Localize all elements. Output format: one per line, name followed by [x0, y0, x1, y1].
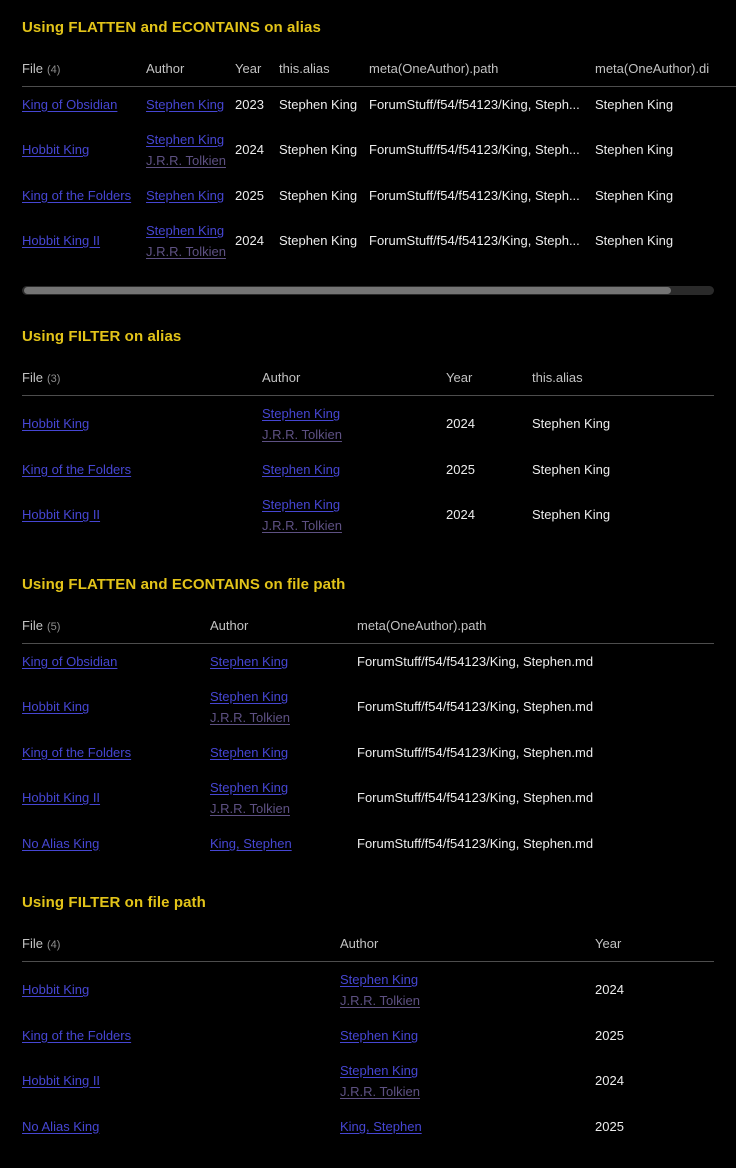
file-cell: [22, 962, 340, 1019]
file-link[interactable]: No Alias King: [22, 1118, 100, 1134]
section-heading: Using FILTER on alias: [22, 328, 182, 345]
table-container: [22, 370, 714, 543]
column-label: meta(OneAuthor).path: [369, 61, 499, 76]
author-cell: [146, 178, 235, 213]
author-link[interactable]: Stephen King: [262, 497, 341, 512]
section-flatten-econtains-filepath: [22, 576, 714, 861]
file-link[interactable]: King of the Folders: [22, 744, 132, 760]
author-cell: [210, 644, 357, 680]
table-row: [22, 1053, 714, 1109]
table-cell: ForumStuff/f54/f54123/King, Stephen.md: [357, 653, 594, 669]
table-row: [22, 452, 714, 487]
table-cell: 2024: [595, 982, 624, 997]
column-header: [235, 61, 279, 87]
table-row: [22, 962, 714, 1019]
column-label: File: [22, 61, 43, 76]
file-link[interactable]: Hobbit King II: [22, 1073, 101, 1088]
column-header: [369, 61, 595, 87]
column-label: this.alias: [532, 370, 583, 385]
file-link[interactable]: Hobbit King: [22, 982, 90, 997]
author-link[interactable]: Stephen King: [146, 223, 225, 238]
author-link[interactable]: Stephen King: [210, 745, 289, 760]
file-link[interactable]: Hobbit King: [22, 142, 90, 157]
column-label: File: [22, 618, 43, 633]
table-row: [22, 122, 736, 178]
file-cell: [22, 396, 262, 453]
table-row: [22, 826, 714, 861]
column-label: Year: [446, 370, 473, 385]
section-heading: Using FILTER on file path: [22, 894, 206, 911]
file-cell: [22, 452, 262, 487]
column-header: [595, 61, 736, 87]
author-link[interactable]: J.R.R. Tolkien: [146, 153, 226, 168]
table-header-row: [22, 618, 714, 644]
table-cell: 2024: [235, 233, 264, 248]
table-cell: ForumStuff/f54/f54123/King, Stephen.md: [357, 790, 594, 805]
table-cell: 2024: [446, 507, 475, 522]
author-cell: [146, 122, 235, 178]
file-link[interactable]: Hobbit King II: [22, 507, 101, 522]
author-cell: [340, 1053, 595, 1109]
column-header: [22, 618, 210, 644]
column-label: Author: [210, 618, 249, 633]
query-results-table: [22, 936, 714, 1144]
table-header-row: [22, 370, 714, 396]
file-cell: [22, 1109, 340, 1144]
author-cell: [340, 1018, 595, 1053]
scrollbar-thumb[interactable]: [24, 287, 671, 294]
table-cell: 2024: [446, 416, 475, 431]
file-link[interactable]: King of Obsidian: [22, 653, 118, 669]
column-header: [22, 936, 340, 962]
table-cell: 2025: [235, 187, 264, 203]
table-row: [22, 396, 714, 453]
author-cell: [262, 487, 446, 543]
table-cell: ForumStuff/f54/f54123/King, Stephen.md: [357, 835, 594, 851]
table-row: [22, 735, 714, 770]
table-row: [22, 770, 714, 826]
table-row: [22, 178, 736, 213]
table-cell: 2025: [595, 1027, 624, 1043]
column-header: [22, 61, 146, 87]
table-cell: 2025: [595, 1118, 624, 1134]
table-container: [22, 936, 714, 1144]
author-link[interactable]: Stephen King: [340, 1028, 419, 1043]
file-cell: [22, 87, 146, 123]
table-row: [22, 1109, 714, 1144]
table-header-row: [22, 61, 736, 87]
column-label: Author: [146, 61, 185, 76]
file-cell: [22, 679, 210, 735]
author-link[interactable]: Stephen King: [146, 97, 225, 112]
column-label: Author: [262, 370, 301, 385]
query-results-table: [22, 61, 736, 269]
file-cell: [22, 1053, 340, 1109]
row-count-badge: (5): [46, 621, 61, 633]
file-link[interactable]: Hobbit King II: [22, 790, 101, 805]
table-cell: Stephen King: [595, 142, 674, 157]
column-label: Year: [595, 936, 622, 951]
table-row: [22, 644, 714, 680]
author-cell: [210, 735, 357, 770]
section-filter-alias: [22, 328, 714, 543]
table-row: [22, 487, 714, 543]
column-label: Year: [235, 61, 262, 76]
author-link[interactable]: Stephen King: [340, 972, 419, 987]
table-cell: 2025: [446, 461, 475, 477]
column-header: [146, 61, 235, 87]
table-row: [22, 1018, 714, 1053]
file-cell: [22, 770, 210, 826]
column-label: File: [22, 936, 43, 951]
author-cell: [340, 962, 595, 1019]
author-cell: [210, 679, 357, 735]
author-link[interactable]: J.R.R. Tolkien: [146, 244, 226, 259]
table-cell: Stephen King: [279, 233, 358, 248]
author-link[interactable]: Stephen King: [146, 132, 225, 147]
section-flatten-econtains-alias: [22, 19, 714, 295]
row-count-badge: (3): [46, 373, 61, 385]
file-cell: [22, 735, 210, 770]
author-cell: [210, 770, 357, 826]
column-label: meta(OneAuthor).di: [595, 61, 710, 76]
author-link[interactable]: King, Stephen: [340, 1119, 422, 1134]
author-cell: [340, 1109, 595, 1144]
horizontal-scrollbar[interactable]: [22, 286, 714, 295]
author-link[interactable]: J.R.R. Tolkien: [262, 427, 342, 442]
column-header: [262, 370, 446, 396]
file-cell: [22, 487, 262, 543]
author-link[interactable]: Stephen King: [210, 689, 289, 704]
author-cell: [262, 452, 446, 487]
column-header: [357, 618, 714, 644]
column-header: [279, 61, 369, 87]
table-row: [22, 213, 736, 269]
file-link[interactable]: Hobbit King: [22, 699, 90, 714]
column-label: meta(OneAuthor).path: [357, 618, 487, 633]
table-cell: Stephen King: [279, 187, 358, 203]
query-results-table: [22, 618, 714, 861]
file-link[interactable]: Hobbit King II: [22, 233, 101, 248]
author-link[interactable]: J.R.R. Tolkien: [210, 801, 290, 816]
table-container: [22, 61, 736, 269]
file-cell: [22, 213, 146, 269]
section-filter-filepath: [22, 894, 714, 1144]
column-label: File: [22, 370, 43, 385]
author-link[interactable]: J.R.R. Tolkien: [340, 1084, 420, 1099]
column-header: [340, 936, 595, 962]
author-link[interactable]: Stephen King: [262, 462, 341, 477]
table-cell: Stephen King: [532, 416, 611, 431]
table-cell: Stephen King: [532, 461, 611, 477]
file-cell: [22, 178, 146, 213]
file-link[interactable]: King of the Folders: [22, 187, 132, 203]
table-cell: Stephen King: [532, 507, 611, 522]
author-link[interactable]: Stephen King: [210, 654, 289, 669]
file-cell: [22, 644, 210, 680]
column-label: this.alias: [279, 61, 330, 76]
author-link[interactable]: Stephen King: [340, 1063, 419, 1078]
table-cell: Stephen King: [595, 96, 674, 112]
table-header-row: [22, 936, 714, 962]
table-cell: 2024: [595, 1073, 624, 1088]
table-cell: ForumStuff/f54/f54123/King, Stephen.md: [357, 744, 594, 760]
column-header: [532, 370, 714, 396]
table-cell: Stephen King: [279, 142, 358, 157]
section-heading: Using FLATTEN and ECONTAINS on alias: [22, 19, 321, 36]
table-cell: ForumStuff/f54/f54123/King, Steph...: [369, 142, 580, 157]
column-label: Author: [340, 936, 379, 951]
table-cell: Stephen King: [279, 96, 358, 112]
table-cell: 2023: [235, 96, 264, 112]
table-cell: ForumStuff/f54/f54123/King, Steph...: [369, 233, 580, 248]
author-cell: [146, 87, 235, 123]
author-link[interactable]: J.R.R. Tolkien: [262, 518, 342, 533]
column-header: [446, 370, 532, 396]
author-link[interactable]: J.R.R. Tolkien: [210, 710, 290, 725]
table-cell: Stephen King: [595, 233, 674, 248]
table-cell: ForumStuff/f54/f54123/King, Steph...: [369, 96, 580, 112]
author-cell: [210, 826, 357, 861]
file-link[interactable]: Hobbit King: [22, 416, 90, 431]
row-count-badge: (4): [46, 64, 61, 76]
note-view: [22, 19, 714, 1144]
column-header: [22, 370, 262, 396]
column-header: [210, 618, 357, 644]
file-cell: [22, 1018, 340, 1053]
file-cell: [22, 122, 146, 178]
author-link[interactable]: J.R.R. Tolkien: [340, 993, 420, 1008]
table-cell: ForumStuff/f54/f54123/King, Steph...: [369, 187, 580, 203]
author-link[interactable]: Stephen King: [146, 188, 225, 203]
file-link[interactable]: King of the Folders: [22, 461, 132, 477]
file-cell: [22, 826, 210, 861]
file-link[interactable]: No Alias King: [22, 835, 100, 851]
row-count-badge: (4): [46, 939, 61, 951]
section-heading: Using FLATTEN and ECONTAINS on file path: [22, 576, 346, 593]
file-link[interactable]: King of Obsidian: [22, 96, 118, 112]
table-cell: Stephen King: [595, 187, 674, 203]
author-cell: [146, 213, 235, 269]
author-link[interactable]: King, Stephen: [210, 836, 292, 851]
table-cell: ForumStuff/f54/f54123/King, Stephen.md: [357, 699, 594, 714]
file-link[interactable]: King of the Folders: [22, 1027, 132, 1043]
table-row: [22, 87, 736, 123]
author-link[interactable]: Stephen King: [262, 406, 341, 421]
query-results-table: [22, 370, 714, 543]
column-header: [595, 936, 714, 962]
table-cell: 2024: [235, 142, 264, 157]
author-cell: [262, 396, 446, 453]
table-row: [22, 679, 714, 735]
table-container: [22, 618, 714, 861]
author-link[interactable]: Stephen King: [210, 780, 289, 795]
